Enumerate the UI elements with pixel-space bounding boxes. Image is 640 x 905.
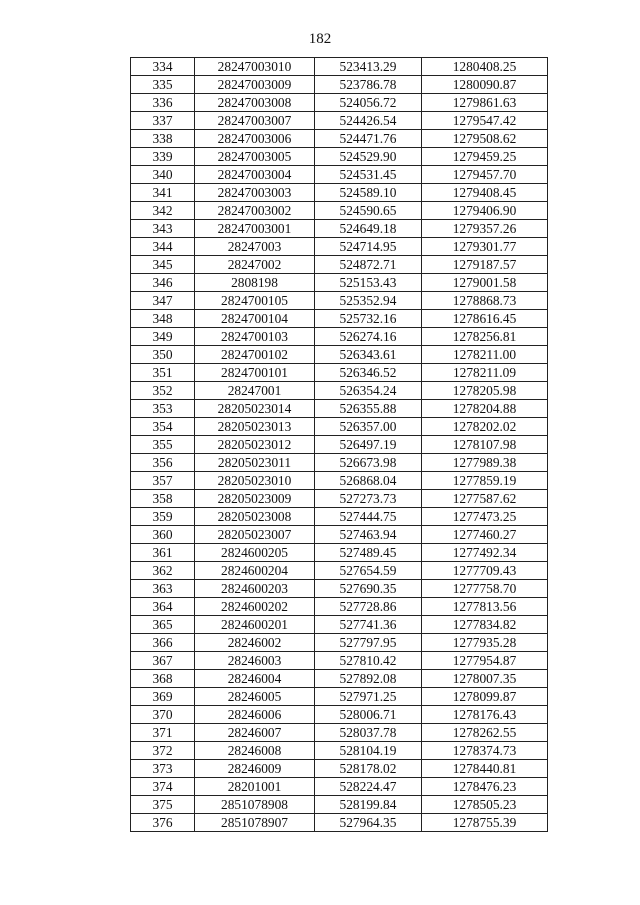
y-coordinate-cell: 1278868.73 (422, 292, 548, 310)
row-index-cell: 370 (131, 706, 195, 724)
table-row (131, 418, 548, 436)
point-id-cell: 28247003009 (195, 76, 315, 94)
table-row (131, 526, 548, 544)
table-row (131, 148, 548, 166)
table-row (131, 364, 548, 382)
row-index-cell: 360 (131, 526, 195, 544)
x-coordinate-cell: 525732.16 (315, 310, 422, 328)
point-id-cell: 28246004 (195, 670, 315, 688)
y-coordinate-cell: 1277587.62 (422, 490, 548, 508)
row-index-cell: 372 (131, 742, 195, 760)
row-index-cell: 366 (131, 634, 195, 652)
x-coordinate-cell: 528037.78 (315, 724, 422, 742)
y-coordinate-cell: 1277492.34 (422, 544, 548, 562)
y-coordinate-cell: 1278616.45 (422, 310, 548, 328)
table-row (131, 292, 548, 310)
y-coordinate-cell: 1279508.62 (422, 130, 548, 148)
y-coordinate-cell: 1277935.28 (422, 634, 548, 652)
table-row (131, 436, 548, 454)
row-index-cell: 368 (131, 670, 195, 688)
row-index-cell: 355 (131, 436, 195, 454)
point-id-cell: 2824700105 (195, 292, 315, 310)
row-index-cell: 362 (131, 562, 195, 580)
point-id-cell: 28205023007 (195, 526, 315, 544)
point-id-cell: 28205023012 (195, 436, 315, 454)
x-coordinate-cell: 528224.47 (315, 778, 422, 796)
point-id-cell: 2824600205 (195, 544, 315, 562)
point-id-cell: 2824700102 (195, 346, 315, 364)
table-row (131, 94, 548, 112)
x-coordinate-cell: 526343.61 (315, 346, 422, 364)
y-coordinate-cell: 1279861.63 (422, 94, 548, 112)
table-row (131, 706, 548, 724)
x-coordinate-cell: 526357.00 (315, 418, 422, 436)
x-coordinate-cell: 525352.94 (315, 292, 422, 310)
point-id-cell: 28205023010 (195, 472, 315, 490)
row-index-cell: 344 (131, 238, 195, 256)
y-coordinate-cell: 1278202.02 (422, 418, 548, 436)
x-coordinate-cell: 524531.45 (315, 166, 422, 184)
point-id-cell: 28205023011 (195, 454, 315, 472)
table-row (131, 274, 548, 292)
y-coordinate-cell: 1278007.35 (422, 670, 548, 688)
row-index-cell: 363 (131, 580, 195, 598)
point-id-cell: 28205023009 (195, 490, 315, 508)
point-id-cell: 2824700101 (195, 364, 315, 382)
table-row (131, 112, 548, 130)
point-id-cell: 28247003002 (195, 202, 315, 220)
table-row (131, 616, 548, 634)
y-coordinate-cell: 1277989.38 (422, 454, 548, 472)
y-coordinate-cell: 1279406.90 (422, 202, 548, 220)
point-id-cell: 28205023013 (195, 418, 315, 436)
row-index-cell: 365 (131, 616, 195, 634)
point-id-cell: 28247003010 (195, 58, 315, 76)
row-index-cell: 350 (131, 346, 195, 364)
row-index-cell: 358 (131, 490, 195, 508)
point-id-cell: 28247003004 (195, 166, 315, 184)
y-coordinate-cell: 1277813.56 (422, 598, 548, 616)
coordinates-table (130, 57, 548, 832)
page-number: 182 (308, 31, 332, 47)
x-coordinate-cell: 527728.86 (315, 598, 422, 616)
y-coordinate-cell: 1278176.43 (422, 706, 548, 724)
row-index-cell: 335 (131, 76, 195, 94)
row-index-cell: 354 (131, 418, 195, 436)
x-coordinate-cell: 527971.25 (315, 688, 422, 706)
x-coordinate-cell: 524872.71 (315, 256, 422, 274)
row-index-cell: 348 (131, 310, 195, 328)
y-coordinate-cell: 1278440.81 (422, 760, 548, 778)
row-index-cell: 334 (131, 58, 195, 76)
row-index-cell: 371 (131, 724, 195, 742)
x-coordinate-cell: 527463.94 (315, 526, 422, 544)
table-row (131, 760, 548, 778)
x-coordinate-cell: 524471.76 (315, 130, 422, 148)
table-row (131, 346, 548, 364)
row-index-cell: 373 (131, 760, 195, 778)
row-index-cell: 345 (131, 256, 195, 274)
table-row (131, 382, 548, 400)
y-coordinate-cell: 1278256.81 (422, 328, 548, 346)
point-id-cell: 28247003006 (195, 130, 315, 148)
point-id-cell: 28247003 (195, 238, 315, 256)
point-id-cell: 2824600202 (195, 598, 315, 616)
x-coordinate-cell: 527489.45 (315, 544, 422, 562)
table-row (131, 454, 548, 472)
x-coordinate-cell: 528104.19 (315, 742, 422, 760)
y-coordinate-cell: 1278476.23 (422, 778, 548, 796)
x-coordinate-cell: 524649.18 (315, 220, 422, 238)
row-index-cell: 340 (131, 166, 195, 184)
row-index-cell: 364 (131, 598, 195, 616)
point-id-cell: 28247003003 (195, 184, 315, 202)
x-coordinate-cell: 523413.29 (315, 58, 422, 76)
y-coordinate-cell: 1278107.98 (422, 436, 548, 454)
row-index-cell: 374 (131, 778, 195, 796)
y-coordinate-cell: 1277473.25 (422, 508, 548, 526)
x-coordinate-cell: 526354.24 (315, 382, 422, 400)
point-id-cell: 2851078907 (195, 814, 315, 832)
x-coordinate-cell: 528006.71 (315, 706, 422, 724)
table-row (131, 814, 548, 832)
table-row (131, 544, 548, 562)
x-coordinate-cell: 527797.95 (315, 634, 422, 652)
point-id-cell: 28247003007 (195, 112, 315, 130)
y-coordinate-cell: 1277758.70 (422, 580, 548, 598)
point-id-cell: 28247003008 (195, 94, 315, 112)
point-id-cell: 28247003005 (195, 148, 315, 166)
y-coordinate-cell: 1278211.09 (422, 364, 548, 382)
x-coordinate-cell: 527964.35 (315, 814, 422, 832)
y-coordinate-cell: 1279457.70 (422, 166, 548, 184)
point-id-cell: 28247001 (195, 382, 315, 400)
table-row (131, 490, 548, 508)
y-coordinate-cell: 1277834.82 (422, 616, 548, 634)
point-id-cell: 2851078908 (195, 796, 315, 814)
row-index-cell: 341 (131, 184, 195, 202)
point-id-cell: 2824600201 (195, 616, 315, 634)
point-id-cell: 28246007 (195, 724, 315, 742)
x-coordinate-cell: 524426.54 (315, 112, 422, 130)
table-row (131, 238, 548, 256)
point-id-cell: 28247002 (195, 256, 315, 274)
x-coordinate-cell: 523786.78 (315, 76, 422, 94)
point-id-cell: 28205023008 (195, 508, 315, 526)
x-coordinate-cell: 527444.75 (315, 508, 422, 526)
row-index-cell: 353 (131, 400, 195, 418)
row-index-cell: 361 (131, 544, 195, 562)
table-row (131, 202, 548, 220)
y-coordinate-cell: 1277460.27 (422, 526, 548, 544)
x-coordinate-cell: 524590.65 (315, 202, 422, 220)
row-index-cell: 346 (131, 274, 195, 292)
table-row (131, 742, 548, 760)
point-id-cell: 2824600204 (195, 562, 315, 580)
table-row (131, 652, 548, 670)
table-row (131, 130, 548, 148)
row-index-cell: 337 (131, 112, 195, 130)
row-index-cell: 367 (131, 652, 195, 670)
y-coordinate-cell: 1278205.98 (422, 382, 548, 400)
point-id-cell: 28246005 (195, 688, 315, 706)
y-coordinate-cell: 1279459.25 (422, 148, 548, 166)
table-row (131, 562, 548, 580)
table-row (131, 310, 548, 328)
y-coordinate-cell: 1278204.88 (422, 400, 548, 418)
x-coordinate-cell: 526346.52 (315, 364, 422, 382)
x-coordinate-cell: 527810.42 (315, 652, 422, 670)
table-body (131, 58, 548, 832)
table-row (131, 256, 548, 274)
table-row (131, 580, 548, 598)
x-coordinate-cell: 527741.36 (315, 616, 422, 634)
y-coordinate-cell: 1280090.87 (422, 76, 548, 94)
table-row (131, 58, 548, 76)
table-row (131, 724, 548, 742)
x-coordinate-cell: 525153.43 (315, 274, 422, 292)
y-coordinate-cell: 1279001.58 (422, 274, 548, 292)
row-index-cell: 376 (131, 814, 195, 832)
table-row (131, 508, 548, 526)
table-row (131, 328, 548, 346)
y-coordinate-cell: 1277859.19 (422, 472, 548, 490)
table-row (131, 76, 548, 94)
row-index-cell: 339 (131, 148, 195, 166)
x-coordinate-cell: 524589.10 (315, 184, 422, 202)
table-row (131, 400, 548, 418)
y-coordinate-cell: 1280408.25 (422, 58, 548, 76)
y-coordinate-cell: 1279301.77 (422, 238, 548, 256)
x-coordinate-cell: 526497.19 (315, 436, 422, 454)
row-index-cell: 338 (131, 130, 195, 148)
x-coordinate-cell: 527690.35 (315, 580, 422, 598)
row-index-cell: 342 (131, 202, 195, 220)
x-coordinate-cell: 527892.08 (315, 670, 422, 688)
table-row (131, 220, 548, 238)
y-coordinate-cell: 1279547.42 (422, 112, 548, 130)
point-id-cell: 2808198 (195, 274, 315, 292)
table-row (131, 796, 548, 814)
row-index-cell: 336 (131, 94, 195, 112)
y-coordinate-cell: 1277954.87 (422, 652, 548, 670)
x-coordinate-cell: 526355.88 (315, 400, 422, 418)
row-index-cell: 352 (131, 382, 195, 400)
row-index-cell: 343 (131, 220, 195, 238)
row-index-cell: 357 (131, 472, 195, 490)
x-coordinate-cell: 524529.90 (315, 148, 422, 166)
table-row (131, 688, 548, 706)
x-coordinate-cell: 526868.04 (315, 472, 422, 490)
y-coordinate-cell: 1277709.43 (422, 562, 548, 580)
table-row (131, 184, 548, 202)
row-index-cell: 347 (131, 292, 195, 310)
x-coordinate-cell: 524714.95 (315, 238, 422, 256)
row-index-cell: 369 (131, 688, 195, 706)
y-coordinate-cell: 1278099.87 (422, 688, 548, 706)
x-coordinate-cell: 528178.02 (315, 760, 422, 778)
point-id-cell: 28246003 (195, 652, 315, 670)
point-id-cell: 28246006 (195, 706, 315, 724)
x-coordinate-cell: 524056.72 (315, 94, 422, 112)
x-coordinate-cell: 528199.84 (315, 796, 422, 814)
row-index-cell: 349 (131, 328, 195, 346)
x-coordinate-cell: 527273.73 (315, 490, 422, 508)
y-coordinate-cell: 1278755.39 (422, 814, 548, 832)
point-id-cell: 28246009 (195, 760, 315, 778)
x-coordinate-cell: 526274.16 (315, 328, 422, 346)
y-coordinate-cell: 1279408.45 (422, 184, 548, 202)
y-coordinate-cell: 1279357.26 (422, 220, 548, 238)
point-id-cell: 2824600203 (195, 580, 315, 598)
table-row (131, 670, 548, 688)
row-index-cell: 375 (131, 796, 195, 814)
point-id-cell: 28246002 (195, 634, 315, 652)
table-row (131, 472, 548, 490)
table-row (131, 598, 548, 616)
x-coordinate-cell: 526673.98 (315, 454, 422, 472)
row-index-cell: 351 (131, 364, 195, 382)
point-id-cell: 28205023014 (195, 400, 315, 418)
y-coordinate-cell: 1278374.73 (422, 742, 548, 760)
point-id-cell: 28201001 (195, 778, 315, 796)
point-id-cell: 28247003001 (195, 220, 315, 238)
point-id-cell: 2824700104 (195, 310, 315, 328)
y-coordinate-cell: 1279187.57 (422, 256, 548, 274)
y-coordinate-cell: 1278211.00 (422, 346, 548, 364)
table-row (131, 778, 548, 796)
point-id-cell: 28246008 (195, 742, 315, 760)
table-row (131, 634, 548, 652)
table-row (131, 166, 548, 184)
y-coordinate-cell: 1278262.55 (422, 724, 548, 742)
point-id-cell: 2824700103 (195, 328, 315, 346)
row-index-cell: 356 (131, 454, 195, 472)
y-coordinate-cell: 1278505.23 (422, 796, 548, 814)
x-coordinate-cell: 527654.59 (315, 562, 422, 580)
row-index-cell: 359 (131, 508, 195, 526)
